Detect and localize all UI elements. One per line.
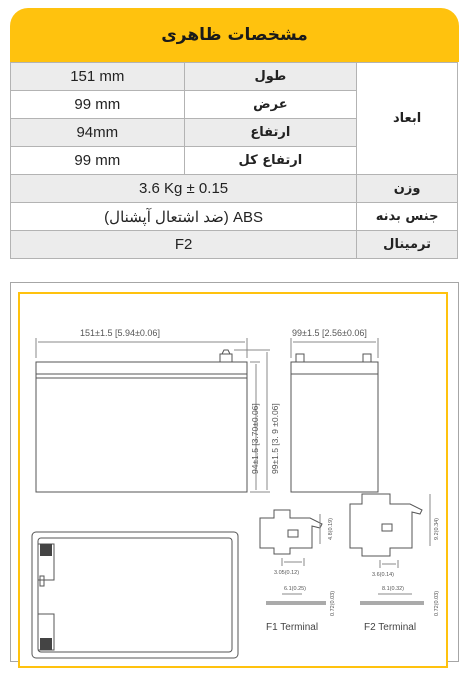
width-value: 99 mm [11,91,185,119]
length-dimension: 151±1.5 [5.94±0.06] [80,328,160,338]
top-view [32,532,238,658]
spec-row-weight [11,175,458,203]
terminal-label: ترمینال [357,231,458,259]
length-value: 151 mm [11,63,185,91]
length-label: طول [184,63,357,91]
f1-dim-c: 6.1(0.25) [284,586,307,592]
spec-row-terminal [11,231,458,259]
top-terminal-negative [40,638,52,650]
side-view [291,338,378,492]
spec-row-length [11,63,458,91]
total-height-label: ارتفاع کل [184,147,357,175]
f1-terminal-label: F1 Terminal [266,622,319,633]
height-value: 94mm [11,119,185,147]
top-terminal-positive [40,544,52,556]
material-label: جنس بدنه [357,203,458,231]
total-height-value: 99 mm [11,147,185,175]
width-label: عرض [184,91,357,119]
height-label: ارتفاع [184,119,357,147]
dimensions-label: ابعاد [357,63,458,175]
section-title: مشخصات ظاهری [161,25,308,45]
f2-dim-c: 8.1(0.32) [382,586,405,592]
f1-dim-b: 4.8(0.19) [328,517,334,540]
total-height-dimension: 99±1.5 [3. 9 ±0.06] [270,403,280,474]
f2-terminal-label: F2 Terminal [364,622,417,633]
f2-dim-b: 9.2(0.34) [434,517,440,540]
terminal-value: F2 [11,231,357,259]
f1-dim-a: 3.05(0.12) [274,570,300,576]
specs-table [10,62,458,259]
weight-label: وزن [357,175,458,203]
spec-row-material [11,203,458,231]
section-header [10,8,459,62]
f2-dim-a: 3.6(0.14) [372,572,395,578]
front-view [36,338,270,492]
height-dimension: 94±1.5 [3.70±0.06] [250,403,260,474]
technical-drawing [18,292,448,668]
f2-dim-d: 0.72(0.03) [434,590,440,616]
drawing-svg [20,294,446,666]
f1-dim-d: 0.72(0.03) [330,590,336,616]
material-value: ABS (ضد اشتعال آپشنال) [11,203,357,231]
weight-value: 3.6 Kg ± 0.15 [11,175,357,203]
width-dimension: 99±1.5 [2.56±0.06] [292,328,367,338]
